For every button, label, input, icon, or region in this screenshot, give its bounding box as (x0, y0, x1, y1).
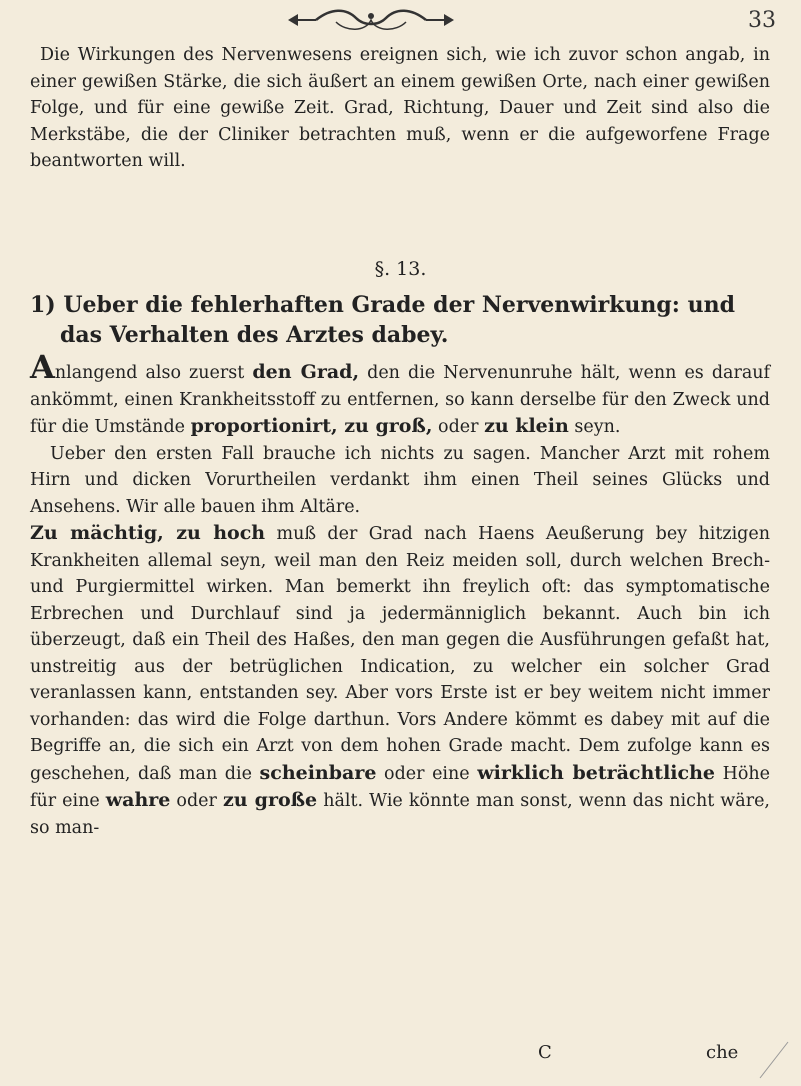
emphasis-text: zu große (222, 789, 318, 811)
paragraph-grade (30, 348, 770, 441)
text-span: den die Nervenunruhe hält, wenn es darauf ankömmt, einen Krankheitsstoff zu entfernen, so kann derselbe für den Zweck und für die Umstände (30, 363, 770, 437)
emphasis-text: Zu mächtig, zu hoch (30, 522, 266, 544)
emphasis-text: proportionirt, zu groß, (190, 415, 433, 437)
emphasis-text: wahre (105, 789, 171, 811)
paragraph-intro (30, 42, 770, 175)
paragraph-intro-text: Die Wirkungen des Nervenwesens ereignen sich, wie ich zuvor schon angab, in einer gewißen Stärke, die sich äußert an einem gewißen Orte, nach einer gewißen Folge, und für eine gewiße Zeit. Grad, Richtung, Dauer und Zeit sind also die Merkstäbe, die der Cliniker betrachten muß, wenn er die aufgeworfene Frage beantworten will. (30, 45, 770, 171)
section-heading-line1: 1) Ueber die fehlerhaften Grade der Nervenwirkung: und (30, 292, 735, 318)
text-span: seyn. (568, 417, 621, 437)
section-number: §. 13. (374, 258, 427, 280)
emphasis-text: wirklich beträchtliche (477, 761, 715, 784)
decorative-ornament-icon (286, 6, 456, 34)
paragraph-first-case: Ueber den ersten Fall brauche ich nichts zu sagen. Mancher Arzt mit rohem Hirn und dicken Vorurtheilen verdankt ihm einen Theil seines Glücks und Ansehens. Wir alle bauen ihm Altäre. (30, 443, 770, 517)
section-heading-line2: das Verhalten des Arztes dabey. (60, 322, 449, 348)
signature-mark: C (538, 1042, 552, 1063)
text-span: nlangend also zuerst (54, 363, 253, 383)
emphasis-text: den Grad, (252, 361, 360, 383)
paragraph-too-high (30, 520, 770, 841)
emphasis-text: scheinbare (259, 761, 377, 784)
text-span: oder (432, 417, 485, 437)
text-span: hält. Wie könnte man sonst, wenn das nicht wäre, so man- (30, 791, 770, 838)
text-span: oder (170, 791, 223, 811)
emphasis-text: zu klein (484, 415, 569, 437)
page-edge-line-icon (740, 1040, 790, 1080)
drop-cap: A (30, 348, 55, 386)
text-span: oder eine (376, 763, 478, 784)
page-number: 33 (748, 8, 776, 33)
text-span: Höhe für eine (30, 763, 771, 811)
section-heading (30, 290, 770, 350)
text-span: muß der Grad nach Haens Aeußerung bey hitzigen Krankheiten allemal seyn, weil man den Reiz meiden soll, durch welchen Brech- und Purgiermittel wirken. Man bemerkt ihn freylich oft: das symptomatische Erbrechen und Durchlauf sind ja jedermänniglich bekannt. Auch bin ich überzeugt, daß ein Theil des Haßes, den man gegen die Ausführungen gefaßt hat, unstreitig aus der betrüglichen Indication, zu welcher ein solcher Grad veranlassen kann, entstanden sey. Aber vors Erste ist er bey weitem nicht immer vorhanden: das wird die Folge darthun. Vors Andere kömmt es dabey mit auf die Begriffe an, die sich ein Arzt von dem hohen Grade macht. Dem zufolge kann es geschehen, daß man die (30, 524, 770, 784)
body-text (30, 348, 771, 841)
catchword: che (706, 1042, 739, 1063)
